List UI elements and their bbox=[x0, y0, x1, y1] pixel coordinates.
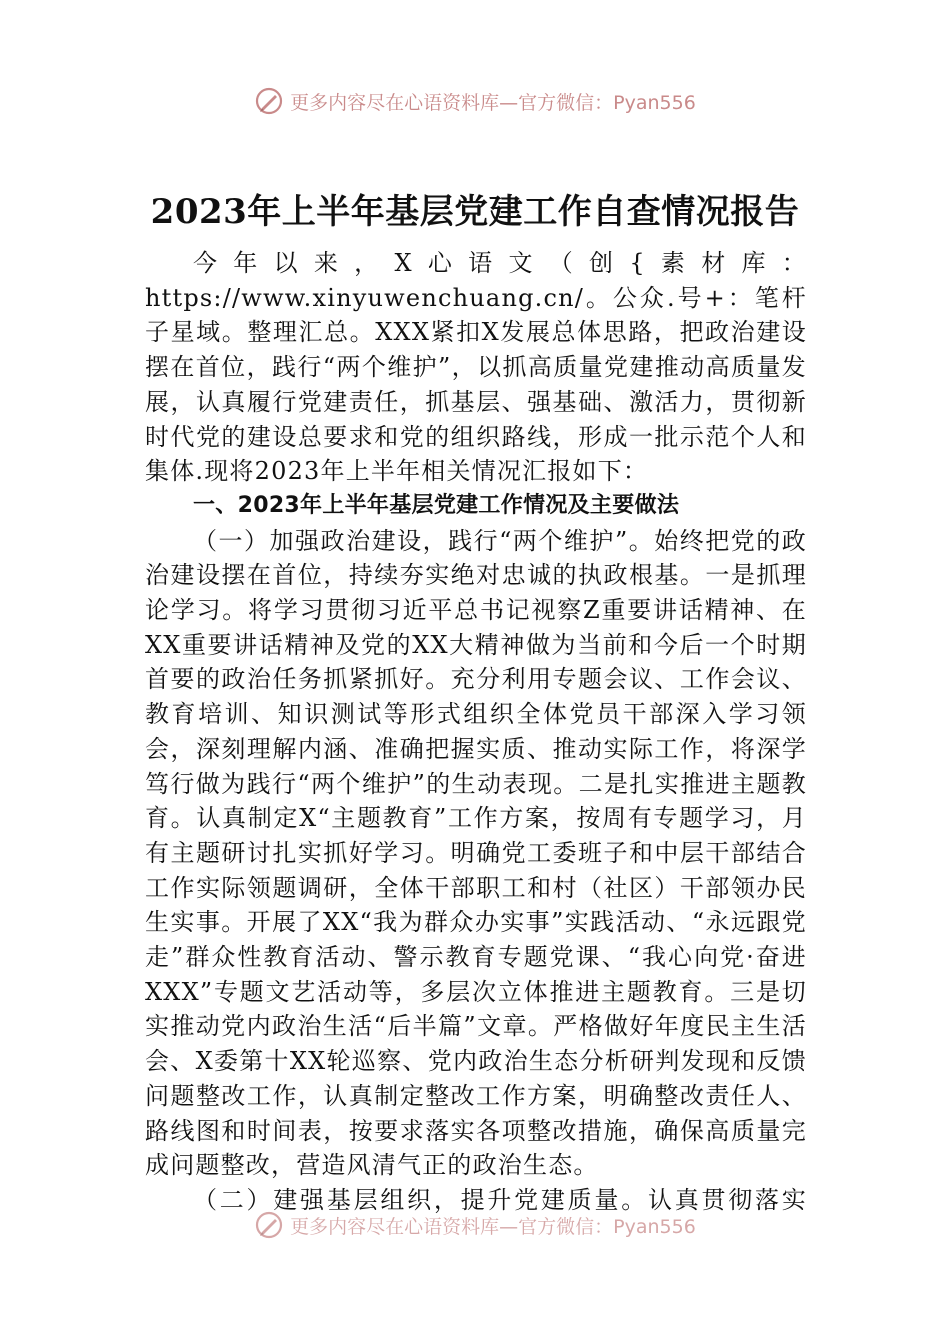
paragraph-political-building: （一）加强政治建设，践行“两个维护”。始终把党的政治建设摆在首位，持续夯实绝对忠诚的执政根基。一是抓理论学习。将学习贯彻习近平总书记视察Z重要讲话精神、在XX重要讲话精神及党的XX大精神做为当前和今后一个时期首要的政治任务抓紧抓好。充分利用专题会议、工作会议、教育培训、知识测试等形式组织全体党员干部深入学习领会，深刻理解内涵、准确把握实质、推动实际工作，将深学笃行做为践行“两个维护”的生动表现。二是扎实推进主题教育。认真制定X“主题教育”工作方案，按周有专题学习，月有主题研讨扎实抓好学习。明确党工委班子和中层干部结合工作实际领题调研，全体干部职工和村（社区）干部领办民生实事。开展了XX“我为群众办实事”实践活动、“永远跟党走”群众性教育活动、警示教育专题党课、“我心向党·奋进XXX”专题文艺活动等，多层次立体推进主题教育。三是切实推动党内政治生活“后半篇”文章。严格做好年度民主生活会、X委第十XX轮巡察、党内政治生态分析研判发现和反馈问题整改工作，认真制定整改工作方案，明确整改责任人、路线图和时间表，按要求落实各项整改措施，确保高质量完成问题整改，营造风清气正的政治生态。 bbox=[145, 526, 807, 1180]
watermark-footer-text: 更多内容尽在心语资料库—官方微信：Pyan556 bbox=[290, 1215, 696, 1238]
pen-logo-icon bbox=[254, 86, 284, 116]
document-body bbox=[145, 246, 807, 1218]
section-heading-1: 一、2023年上半年基层党建工作情况及主要做法 bbox=[193, 492, 680, 518]
pen-logo-icon bbox=[254, 1210, 284, 1240]
watermark-footer bbox=[0, 1210, 950, 1240]
watermark-header-text: 更多内容尽在心语资料库—官方微信：Pyan556 bbox=[290, 91, 696, 114]
document-title: 2023年上半年基层党建工作自查情况报告 bbox=[150, 192, 800, 232]
paragraph-intro: 今年以来，X心语文（创{素材库：https://www.xinyuwenchuang.cn/。公众.号+：笔杆子星域。整理汇总。XXX紧扣X发展总体思路，把政治建设摆在首位，践行“两个维护”，以抓高质量党建推动高质量发展，认真履行党建责任，抓基层、强基础、激活力，贯彻新时代党的建设总要求和党的组织路线，形成一批示范个人和集体.现将2023年上半年相关情况汇报如下： bbox=[145, 249, 807, 486]
paragraph-grassroots-organization: （二）建强基层组织，提升党建质量。认真贯彻落实 bbox=[193, 1185, 807, 1214]
watermark-header bbox=[0, 86, 950, 116]
